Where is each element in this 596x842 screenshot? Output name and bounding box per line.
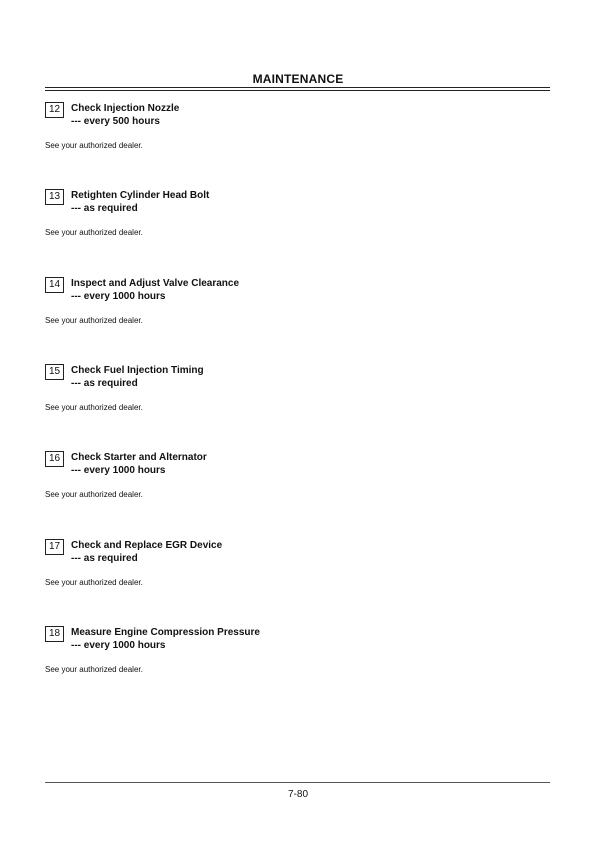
section-item xyxy=(45,451,550,511)
section-number-box: 17 xyxy=(45,539,64,555)
section-interval: --- every 1000 hours xyxy=(71,640,166,651)
section-number-box: 15 xyxy=(45,364,64,380)
section-body-text: See your authorized dealer. xyxy=(45,141,143,150)
section-title: Retighten Cylinder Head Bolt xyxy=(71,190,210,201)
section-item xyxy=(45,277,550,337)
section-title: Check Starter and Alternator xyxy=(71,452,207,463)
section-title: Check Fuel Injection Timing xyxy=(71,365,204,376)
section-number-box: 18 xyxy=(45,626,64,642)
section-number-box: 12 xyxy=(45,102,64,118)
section-interval: --- every 1000 hours xyxy=(71,465,166,476)
section-title: Measure Engine Compression Pressure xyxy=(71,627,260,638)
section-interval: --- as required xyxy=(71,378,138,389)
section-body-text: See your authorized dealer. xyxy=(45,490,143,499)
section-body-text: See your authorized dealer. xyxy=(45,403,143,412)
section-item xyxy=(45,102,550,162)
section-title: Check Injection Nozzle xyxy=(71,103,180,114)
footer-rule xyxy=(45,782,550,783)
section-title: Check and Replace EGR Device xyxy=(71,540,223,551)
section-interval: --- every 500 hours xyxy=(71,116,160,127)
section-title: Inspect and Adjust Valve Clearance xyxy=(71,278,240,289)
section-item xyxy=(45,189,550,249)
section-interval: --- as required xyxy=(71,553,138,564)
section-number-box: 14 xyxy=(45,277,64,293)
section-body-text: See your authorized dealer. xyxy=(45,228,143,237)
section-interval: --- every 1000 hours xyxy=(71,291,166,302)
page-number: 7-80 xyxy=(287,789,308,800)
section-number-box: 16 xyxy=(45,451,64,467)
section-body-text: See your authorized dealer. xyxy=(45,578,143,587)
section-item xyxy=(45,364,550,424)
section-body-text: See your authorized dealer. xyxy=(45,665,143,674)
section-interval: --- as required xyxy=(71,203,138,214)
page-header-title: MAINTENANCE xyxy=(252,72,344,86)
section-item xyxy=(45,539,550,599)
section-item xyxy=(45,626,550,686)
section-body-text: See your authorized dealer. xyxy=(45,316,143,325)
section-number-box: 13 xyxy=(45,189,64,205)
